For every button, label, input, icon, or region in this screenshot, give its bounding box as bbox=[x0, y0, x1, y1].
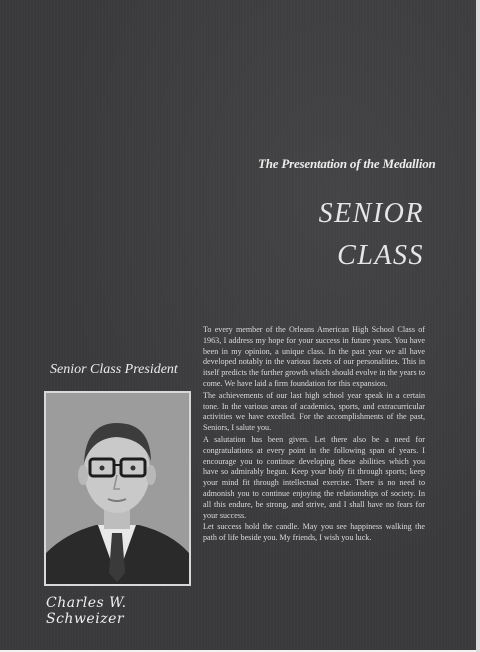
portrait-illustration bbox=[46, 393, 189, 584]
letter-paragraph-1: To every member of the Orleans American High School Class of 1963, I address my hope for your success in future years. You have been in my opinion, a unique class. In the past year we all have developed notably in the various facets of our personalities. This in itself predicts the further growth which should evolve in the years to come. We have laid a firm foundation for this expansion. bbox=[203, 325, 425, 388]
president-letter bbox=[203, 325, 425, 545]
page-title-line-2: CLASS bbox=[337, 240, 424, 271]
signature: Charles W. Schweizer bbox=[46, 595, 127, 627]
role-caption: Senior Class President bbox=[50, 362, 178, 377]
section-subtitle: The Presentation of the Medallion bbox=[258, 156, 436, 171]
page-title-line-1: SENIOR bbox=[318, 198, 424, 229]
letter-paragraph-4: Let success hold the candle. May you see happiness walking the path of life beside you. My friends, I wish you luck. bbox=[203, 522, 425, 543]
letter-paragraph-3: A salutation has been given. Let there also be a need for congratulations at every point in the following span of years. I encourage you to continue developing these abilities which you have so admirably begun. Keep your body fit through sports; keep your mind fit through intellectual exercise. There is no need to admonish you to continue enjoying the relationships of society. In all this endure, be strong, and strive, and I shall have no fears for your success. bbox=[203, 434, 425, 520]
portrait-photo bbox=[44, 391, 191, 586]
page-edge bbox=[476, 0, 480, 652]
letter-paragraph-2: The achievements of our last high school year speak in a certain tone. In the various areas of academics, sports, and extracurricular activities we have excelled. For the accomplishments of the past, Seniors, I salute you. bbox=[203, 390, 425, 433]
